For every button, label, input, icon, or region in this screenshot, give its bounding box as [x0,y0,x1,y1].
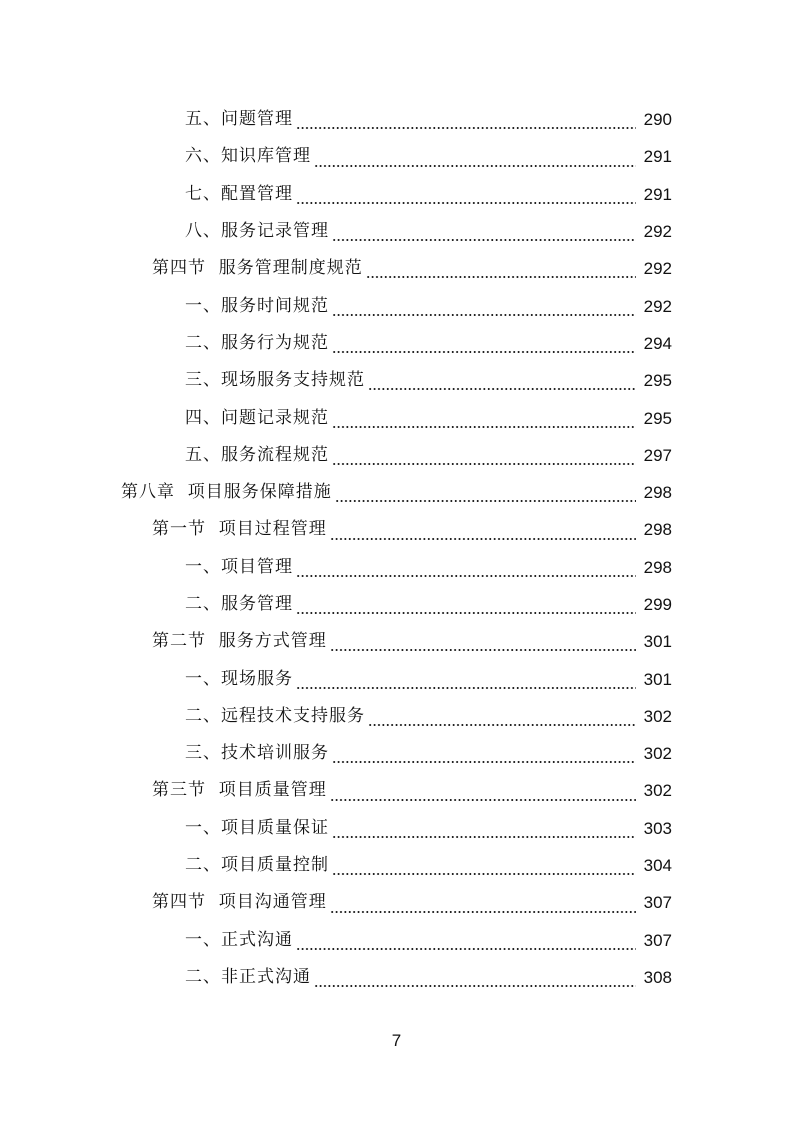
toc-entry-title: 第一节 项目过程管理 [152,519,327,540]
toc-entry-item[interactable] [0,810,793,847]
toc-entry-title: 五、问题管理 [185,109,293,130]
toc-entry-title: 一、项目质量保证 [185,817,329,838]
toc-entry-page: 290 [643,110,672,130]
toc-entry-item[interactable] [0,437,793,474]
toc-entry-title: 三、现场服务支持规范 [185,370,365,391]
toc-entry-page: 301 [643,632,672,652]
toc-entry-section[interactable] [0,884,793,921]
toc-entry-item[interactable] [0,325,793,362]
toc-dot-leader [332,314,636,316]
toc-entry-item[interactable] [0,959,793,996]
toc-entry-section[interactable] [0,511,793,548]
toc-entry-item[interactable] [0,362,793,399]
toc-entry-title: 一、服务时间规范 [185,295,329,316]
toc-entry-page: 298 [643,557,672,577]
toc-dot-leader [314,165,636,167]
toc-entry-item[interactable] [0,399,793,436]
toc-entry-page: 302 [643,781,672,801]
toc-entry-title: 一、现场服务 [185,668,293,689]
toc-entry-title: 一、正式沟通 [185,929,293,950]
toc-entry-title: 八、服务记录管理 [185,221,329,242]
toc-entry-title: 第三节 项目质量管理 [152,780,327,801]
toc-entry-page: 291 [643,147,672,167]
toc-entry-page: 292 [643,259,672,279]
toc-entry-title: 二、项目质量控制 [185,855,329,876]
toc-dot-leader [332,239,636,241]
table-of-contents [0,101,793,996]
toc-entry-title: 三、技术培训服务 [185,743,329,764]
toc-entry-page: 298 [643,520,672,540]
toc-entry-page: 298 [643,483,672,503]
toc-entry-item[interactable] [0,138,793,175]
toc-entry-page: 295 [643,408,672,428]
toc-dot-leader [296,575,636,577]
toc-dot-leader [332,761,636,763]
toc-dot-leader [332,351,636,353]
toc-entry-title: 七、配置管理 [185,183,293,204]
toc-entry-page: 304 [643,856,672,876]
toc-entry-item[interactable] [0,698,793,735]
toc-entry-title: 一、项目管理 [185,556,293,577]
toc-entry-page: 301 [643,669,672,689]
toc-entry-item[interactable] [0,922,793,959]
toc-dot-leader [332,463,636,465]
toc-entry-title: 二、远程技术支持服务 [185,705,365,726]
toc-entry-chapter[interactable] [0,474,793,511]
toc-entry-section[interactable] [0,250,793,287]
toc-dot-leader [314,985,636,987]
toc-dot-leader [332,426,636,428]
toc-dot-leader [332,836,636,838]
page-number: 7 [391,1031,402,1050]
toc-entry-title: 第四节 项目沟通管理 [152,892,327,913]
toc-dot-leader [330,649,636,651]
toc-entry-page: 294 [643,333,672,353]
toc-entry-page: 292 [643,296,672,316]
toc-dot-leader [330,799,636,801]
toc-entry-page: 295 [643,371,672,391]
toc-dot-leader [366,276,636,278]
toc-entry-page: 299 [643,595,672,614]
toc-entry-title: 第四节 服务管理制度规范 [152,258,363,279]
toc-entry-page: 302 [643,706,672,726]
toc-dot-leader [335,500,636,502]
toc-entry-item[interactable] [0,176,793,213]
toc-entry-page: 302 [643,744,672,764]
toc-entry-title: 六、知识库管理 [185,146,311,167]
toc-entry-page: 297 [643,445,672,465]
toc-entry-item[interactable] [0,660,793,697]
toc-entry-section[interactable] [0,772,793,809]
toc-entry-title: 第二节 服务方式管理 [152,631,327,652]
toc-dot-leader [368,724,636,726]
toc-entry-item[interactable] [0,213,793,250]
toc-entry-page: 303 [643,818,672,838]
toc-dot-leader [368,388,636,390]
toc-dot-leader [330,538,636,540]
toc-dot-leader [330,911,636,913]
toc-entry-item[interactable] [0,549,793,586]
toc-entry-title: 五、服务流程规范 [185,444,329,465]
toc-entry-item[interactable] [0,586,793,623]
toc-entry-item[interactable] [0,101,793,138]
toc-entry-page: 308 [643,967,672,987]
toc-dot-leader [296,612,636,614]
toc-entry-title: 四、问题记录规范 [185,407,329,428]
toc-entry-title: 二、非正式沟通 [185,966,311,987]
toc-dot-leader [332,873,636,875]
toc-entry-title: 二、服务行为规范 [185,332,329,353]
toc-entry-section[interactable] [0,623,793,660]
toc-entry-page: 292 [643,222,672,242]
toc-entry-page: 307 [643,893,672,913]
toc-entry-item[interactable] [0,847,793,884]
toc-dot-leader [296,202,636,204]
toc-entry-title: 第八章 项目服务保障措施 [121,482,332,503]
toc-dot-leader [296,687,636,689]
toc-entry-page: 291 [643,184,672,204]
toc-entry-page: 307 [643,930,672,950]
toc-entry-title: 二、服务管理 [185,594,293,614]
toc-dot-leader [296,127,636,129]
toc-entry-item[interactable] [0,735,793,772]
toc-dot-leader [296,948,636,950]
toc-entry-item[interactable] [0,287,793,324]
